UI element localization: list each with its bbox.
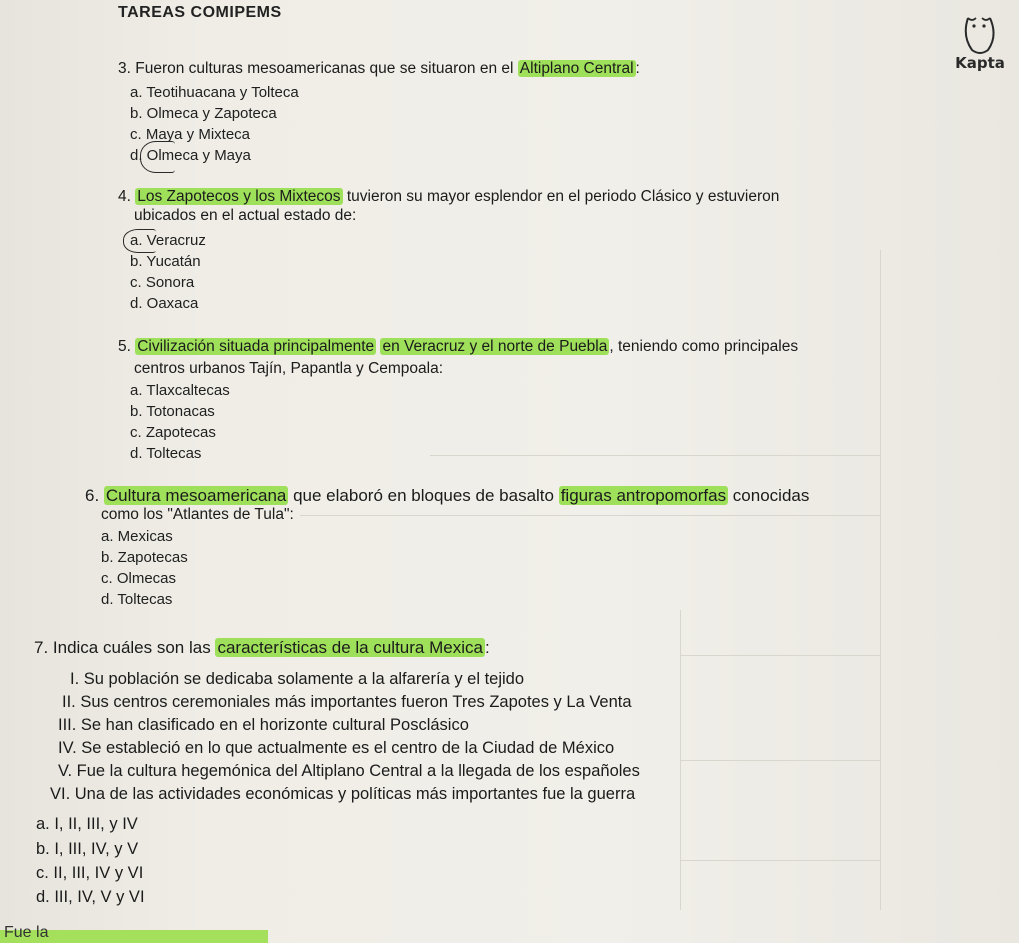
answer-mark [123,229,156,253]
bleed-line [680,760,880,761]
question-5 [118,338,798,356]
highlight: en Veracruz y el norte de Puebla [382,338,608,355]
statement: VI. Una de las actividades económicas y políticas más importantes fue la guerra [50,785,636,803]
option[interactable]: b. Yucatán [130,253,201,270]
statement: II. Sus centros ceremoniales más importantes fueron Tres Zapotes y La Venta [62,693,632,711]
bleed-line [880,250,881,910]
kapta-logo [950,6,1010,76]
question-7 [34,638,490,658]
highlight: Altiplano Central [519,60,634,77]
option[interactable]: b. I, III, IV, y V [36,840,139,858]
option[interactable]: c. Maya y Mixteca [130,126,251,143]
option[interactable]: d. Toltecas [101,591,173,608]
option[interactable]: c. Zapotecas [130,424,216,441]
logo-text: Kapta [955,54,1005,72]
question-text-line2: como los "Atlantes de Tula": [101,506,294,523]
question-suffix: : [484,638,490,657]
option[interactable]: b. Olmeca y Zapoteca [130,105,277,122]
option[interactable]: c. Sonora [130,274,195,291]
question-text: tuvieron su mayor esplendor en el periodo Clásico y estuvieron [342,188,780,205]
statement: I. Su población se dedicaba solamente a la alfarería y el tejido [70,670,525,688]
option[interactable]: b. Zapotecas [101,549,188,566]
question-3 [118,60,640,78]
question-text: conocidas [728,486,810,505]
option[interactable]: a. Teotihuacana y Tolteca [130,84,299,101]
answer-mark [140,141,175,173]
option[interactable]: d. III, IV, V y VI [36,888,145,906]
question-6 [85,486,809,506]
question-4 [118,188,779,206]
question-text: 3. Fueron culturas mesoamericanas que se situaron en el [118,60,518,77]
question-number: 5. [118,338,136,355]
option-selected[interactable]: a. Veracruz [130,232,206,249]
bleed-line [430,455,880,456]
question-number: 6. [85,486,104,505]
bleed-line [300,515,880,516]
highlight: figuras antropomorfas [560,486,727,505]
option[interactable]: d. Toltecas [130,445,202,462]
question-text-line2: ubicados en el actual estado de: [134,207,357,224]
question-text: que elaboró en bloques de basalto [288,486,559,505]
option-selected[interactable]: d. Olmeca y Maya [130,147,251,164]
highlight: Cultura mesoamericana [105,486,287,505]
option[interactable]: a. Mexicas [101,528,173,545]
option[interactable]: b. Totonacas [130,403,215,420]
question-number: 4. [118,188,136,205]
question-text: 7. Indica cuáles son las [34,638,216,657]
statement: V. Fue la cultura hegemónica del Altiplano Central a la llegada de los españoles [58,762,640,780]
highlight: características de la cultura Mexica [217,638,483,657]
question-suffix: : [635,60,640,77]
owl-icon [950,6,1010,56]
option[interactable]: d. Oaxaca [130,295,199,312]
page-title: TAREAS COMIPEMS [118,4,282,21]
footer-partial-text: Fue la [4,924,49,941]
highlight: Los Zapotecos y los Mixtecos [137,188,341,205]
bleed-line [680,655,880,656]
option[interactable]: c. Olmecas [101,570,177,587]
question-text-line2: centros urbanos Tajín, Papantla y Cempoala: [134,360,444,377]
statement: III. Se han clasificado en el horizonte cultural Posclásico [58,716,469,734]
option[interactable]: a. I, II, III, y IV [36,815,138,833]
bleed-line [680,860,880,861]
statement: IV. Se estableció en lo que actualmente es el centro de la Ciudad de México [58,739,615,757]
question-text: , teniendo como principales [609,338,799,355]
option[interactable]: a. Tlaxcaltecas [130,382,230,399]
option[interactable]: c. II, III, IV y VI [36,864,144,882]
highlight: Civilización situada principalmente [137,338,375,355]
